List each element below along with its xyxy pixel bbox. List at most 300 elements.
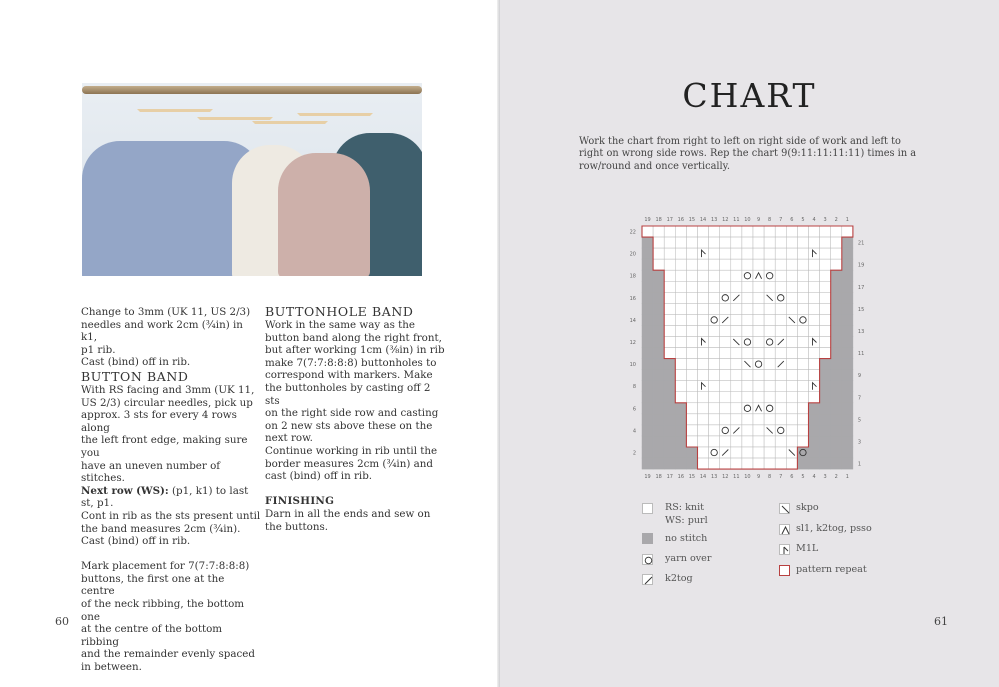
- knit-cell: [709, 359, 720, 370]
- knit-cell: [698, 425, 709, 436]
- knit-cell: [809, 281, 820, 292]
- text-line: have an uneven number of stitches.: [81, 459, 221, 485]
- text-line: correspond with markers. Make: [265, 369, 433, 382]
- knit-cell: [709, 348, 720, 359]
- no-stitch-cell: [664, 436, 675, 447]
- knit-cell: [709, 226, 720, 237]
- no-stitch-cell: [642, 370, 653, 381]
- knit-cell: [820, 259, 831, 270]
- text-line: button band along the right front,: [265, 331, 442, 344]
- no-stitch-cell: [809, 447, 820, 458]
- knit-cell: [675, 292, 686, 303]
- no-stitch-cell: [831, 359, 842, 370]
- column-label-bottom: 14: [699, 474, 707, 481]
- knit-cell: [698, 259, 709, 270]
- knit-cell: [698, 447, 709, 458]
- column-label-top: 15: [688, 217, 696, 223]
- row-label-left: 16: [629, 295, 636, 302]
- knit-cell: [709, 436, 720, 447]
- no-stitch-swatch: [642, 533, 653, 544]
- knit-cell: [764, 403, 775, 414]
- no-stitch-cell: [642, 348, 653, 359]
- no-stitch-cell: [653, 337, 664, 348]
- knit-cell: [675, 337, 686, 348]
- no-stitch-cell: [831, 403, 842, 414]
- knit-cell: [653, 226, 664, 237]
- no-stitch-cell: [653, 325, 664, 336]
- knit-cell: [786, 325, 797, 336]
- row-label-right: 17: [857, 284, 865, 291]
- knit-cell: [731, 403, 742, 414]
- no-stitch-cell: [653, 370, 664, 381]
- knit-cell: [686, 403, 697, 414]
- knit-cell: [797, 237, 808, 248]
- column-label-top: 7: [779, 217, 783, 223]
- no-stitch-cell: [842, 370, 853, 381]
- column-label-bottom: 15: [688, 474, 696, 481]
- no-stitch-cell: [809, 403, 820, 414]
- knit-cell: [786, 226, 797, 237]
- knit-cell: [753, 436, 764, 447]
- no-stitch-cell: [831, 414, 842, 425]
- knit-cell: [775, 414, 786, 425]
- no-stitch-cell: [664, 392, 675, 403]
- no-stitch-cell: [653, 281, 664, 292]
- knit-cell: [820, 337, 831, 348]
- no-stitch-cell: [664, 359, 675, 370]
- no-stitch-cell: [831, 447, 842, 458]
- column-label-top: 2: [834, 217, 838, 223]
- knit-cell: [753, 381, 764, 392]
- text-line: Continue working in rib until the: [265, 444, 438, 457]
- no-stitch-cell: [642, 270, 653, 281]
- knit-cell: [775, 248, 786, 259]
- knit-cell: [786, 403, 797, 414]
- knit-cell: [797, 325, 808, 336]
- knit-cell: [664, 337, 675, 348]
- knit-cell: [686, 348, 697, 359]
- no-stitch-cell: [653, 425, 664, 436]
- no-stitch-cell: [653, 270, 664, 281]
- knit-cell: [686, 314, 697, 325]
- knit-cell: [742, 458, 753, 469]
- yarn-over-swatch: [642, 554, 653, 565]
- knit-cell: [742, 425, 753, 436]
- knit-cell: [775, 303, 786, 314]
- page-number-left: 60: [55, 615, 69, 628]
- knit-cell: [698, 314, 709, 325]
- column-label-top: 10: [744, 217, 751, 223]
- text-line: buttons, the first one at the centre: [81, 572, 225, 598]
- row-label-right: 9: [857, 373, 862, 380]
- knit-cell: [698, 303, 709, 314]
- no-stitch-cell: [831, 314, 842, 325]
- knit-cell: [664, 292, 675, 303]
- no-stitch-cell: [831, 392, 842, 403]
- no-stitch-cell: [642, 414, 653, 425]
- knit-cell: [786, 237, 797, 248]
- knit-cell: [720, 337, 731, 348]
- knit-cell: [775, 392, 786, 403]
- column-label-top: 12: [722, 217, 729, 223]
- column-label-bottom: 2: [834, 474, 838, 481]
- knit-cell: [742, 314, 753, 325]
- no-stitch-cell: [809, 414, 820, 425]
- no-stitch-cell: [842, 359, 853, 370]
- no-stitch-cell: [675, 458, 686, 469]
- knit-cell: [731, 458, 742, 469]
- knit-cell: [820, 226, 831, 237]
- no-stitch-cell: [820, 381, 831, 392]
- knit-cell: [698, 281, 709, 292]
- no-stitch-cell: [831, 303, 842, 314]
- knit-cell: [786, 458, 797, 469]
- column-label-bottom: 8: [768, 474, 772, 481]
- knit-cell: [742, 248, 753, 259]
- legend-k2tog: k2tog: [665, 573, 693, 584]
- buttonhole-band-heading: BUTTONHOLE BAND: [265, 304, 414, 319]
- knit-cell: [797, 226, 808, 237]
- knit-cell: [675, 281, 686, 292]
- column-label-bottom: 4: [812, 474, 816, 481]
- text-line: With RS facing and 3mm (UK 11,: [81, 383, 255, 396]
- knit-cell: [797, 303, 808, 314]
- legend-knit: RS: knit: [665, 502, 704, 513]
- no-stitch-cell: [842, 425, 853, 436]
- column-label-top: 16: [677, 217, 685, 223]
- knit-cell: [775, 226, 786, 237]
- knit-cell: [686, 414, 697, 425]
- knit-cell: [775, 270, 786, 281]
- knit-cell: [686, 425, 697, 436]
- knit-cell: [675, 392, 686, 403]
- knit-cell: [720, 359, 731, 370]
- column-label-bottom: 3: [823, 474, 827, 481]
- knit-cell: [731, 270, 742, 281]
- knit-cell: [764, 281, 775, 292]
- knit-cell: [731, 325, 742, 336]
- no-stitch-cell: [642, 237, 653, 248]
- column-label-top: 14: [699, 217, 707, 223]
- knit-cell: [686, 259, 697, 270]
- text-line: Cont in rib as the sts present until: [81, 509, 261, 522]
- knit-cell: [786, 248, 797, 259]
- knit-cell: [686, 337, 697, 348]
- knit-cell: [642, 226, 653, 237]
- next-row-label: Next row (WS):: [81, 484, 169, 497]
- no-stitch-cell: [831, 436, 842, 447]
- no-stitch-cell: [664, 447, 675, 458]
- knit-cell: [731, 281, 742, 292]
- row-label-left: 22: [629, 229, 636, 236]
- knit-cell: [686, 436, 697, 447]
- no-stitch-cell: [831, 425, 842, 436]
- knit-cell: [831, 226, 842, 237]
- text-line: the band measures 2cm (¾in).: [81, 522, 241, 535]
- legend-skpo: skpo: [796, 502, 819, 513]
- column-label-bottom: 17: [666, 474, 673, 481]
- knit-cell: [742, 348, 753, 359]
- text-line: Change to 3mm (UK 11, US 2/3): [81, 306, 251, 318]
- knit-cell: [764, 237, 775, 248]
- row-label-left: 20: [629, 251, 636, 258]
- column-label-bottom: 7: [779, 474, 783, 481]
- knit-cell: [698, 414, 709, 425]
- knit-cell: [720, 281, 731, 292]
- knit-cell: [664, 314, 675, 325]
- text-line: st, p1.: [81, 497, 114, 510]
- knit-cell: [753, 248, 764, 259]
- knit-cell: [809, 237, 820, 248]
- knit-cell: [786, 281, 797, 292]
- no-stitch-cell: [842, 348, 853, 359]
- knit-cell: [764, 392, 775, 403]
- knit-cell: [675, 303, 686, 314]
- text-line: border measures 2cm (¾in) and: [265, 457, 434, 470]
- knit-cell: [831, 237, 842, 248]
- no-stitch-cell: [820, 414, 831, 425]
- knit-cell: [686, 292, 697, 303]
- no-stitch-cell: [831, 325, 842, 336]
- next-row-line: [81, 485, 261, 498]
- no-stitch-cell: [664, 425, 675, 436]
- no-stitch-cell: [653, 458, 664, 469]
- knit-cell: [797, 248, 808, 259]
- knit-cell: [786, 436, 797, 447]
- sl1k2tog-swatch: [779, 524, 790, 535]
- knit-cell: [731, 303, 742, 314]
- knit-cell: [742, 292, 753, 303]
- no-stitch-cell: [842, 270, 853, 281]
- text-line: Mark placement for 7(7:7:8:8:8): [81, 560, 250, 573]
- knit-cell: [797, 259, 808, 270]
- no-stitch-cell: [675, 436, 686, 447]
- legend-m1l: M1L: [796, 543, 819, 554]
- knit-cell: [720, 403, 731, 414]
- knit-cell: [775, 237, 786, 248]
- knit-cell: [720, 248, 731, 259]
- no-stitch-cell: [642, 292, 653, 303]
- knit-cell: [686, 325, 697, 336]
- row-label-right: 21: [857, 240, 865, 247]
- column-label-bottom: 11: [733, 474, 740, 481]
- no-stitch-cell: [842, 447, 853, 458]
- row-label-left: 6: [632, 406, 636, 413]
- knit-cell: [720, 370, 731, 381]
- knit-cell: [753, 458, 764, 469]
- row-label-right: 19: [857, 262, 865, 269]
- knit-cell: [720, 259, 731, 270]
- no-stitch-cell: [642, 314, 653, 325]
- knit-cell: [698, 270, 709, 281]
- column-label-top: 1: [845, 217, 849, 223]
- no-stitch-cell: [642, 392, 653, 403]
- column-label-bottom: 13: [710, 474, 718, 481]
- column-label-top: 4: [812, 217, 816, 223]
- knit-cell: [786, 292, 797, 303]
- knit-cell: [731, 414, 742, 425]
- knit-cell: [686, 303, 697, 314]
- no-stitch-cell: [642, 403, 653, 414]
- no-stitch-cell: [642, 248, 653, 259]
- knit-cell: [675, 270, 686, 281]
- knit-cell: [809, 337, 820, 348]
- knit-cell: [797, 337, 808, 348]
- knit-cell: [720, 458, 731, 469]
- knit-cell: [709, 303, 720, 314]
- row-label-right: 3: [857, 439, 862, 446]
- no-stitch-cell: [797, 447, 808, 458]
- no-stitch-cell: [653, 314, 664, 325]
- row-label-right: 5: [857, 417, 862, 424]
- knit-cell: [731, 359, 742, 370]
- knit-cell: [797, 314, 808, 325]
- knit-cell: [775, 370, 786, 381]
- knit-cell: [720, 325, 731, 336]
- knit-cell: [764, 348, 775, 359]
- knit-cell: [786, 425, 797, 436]
- no-stitch-cell: [664, 381, 675, 392]
- knit-cell: [775, 259, 786, 270]
- column-label-bottom: 9: [756, 474, 761, 481]
- knit-cell: [809, 381, 820, 392]
- wooden-rail: [82, 86, 422, 94]
- knit-cell: [653, 237, 664, 248]
- knit-cell: [720, 381, 731, 392]
- knit-cell: [753, 425, 764, 436]
- knit-cell: [731, 314, 742, 325]
- knit-cell: [797, 292, 808, 303]
- hanger-4: [297, 113, 373, 136]
- no-stitch-cell: [842, 314, 853, 325]
- no-stitch-cell: [831, 270, 842, 281]
- text-line: approx. 3 sts for every 4 rows along: [81, 409, 237, 434]
- knit-cell: [698, 392, 709, 403]
- text-line: make 7(7:7:8:8:8) buttonholes to: [265, 356, 437, 369]
- knit-cell: [709, 270, 720, 281]
- no-stitch-cell: [642, 425, 653, 436]
- knit-cell: [742, 370, 753, 381]
- knit-cell: [675, 325, 686, 336]
- knit-cell: [742, 337, 753, 348]
- knit-cell: [764, 259, 775, 270]
- knit-cell: [698, 370, 709, 381]
- no-stitch-cell: [653, 414, 664, 425]
- no-stitch-cell: [842, 325, 853, 336]
- knit-cell: [786, 303, 797, 314]
- text-line: next row.: [265, 432, 313, 445]
- knit-cell: [775, 348, 786, 359]
- knit-cell: [809, 392, 820, 403]
- column-label-top: 6: [790, 217, 794, 223]
- text-line: Cast (bind) off in rib.: [81, 535, 191, 548]
- text-line: cast (bind) off in rib.: [265, 470, 373, 483]
- text-line: Work in the same way as the: [265, 319, 416, 331]
- knit-cell: [786, 359, 797, 370]
- knit-cell: [709, 414, 720, 425]
- text-line: at the centre of the bottom ribbing: [81, 623, 223, 648]
- no-stitch-cell: [820, 425, 831, 436]
- column-label-top: 8: [768, 217, 772, 223]
- knit-cell: [786, 270, 797, 281]
- no-stitch-cell: [653, 436, 664, 447]
- text-line: US 2/3) circular needles, pick up: [81, 396, 253, 409]
- right-page: [500, 0, 999, 687]
- text-line: but after working 1cm (⅜in) in rib: [265, 344, 445, 357]
- knit-cell: [797, 425, 808, 436]
- text-line: and the remainder evenly spaced: [81, 648, 255, 661]
- knit-cell: [731, 348, 742, 359]
- no-stitch-cell: [642, 359, 653, 370]
- knit-cell: [675, 359, 686, 370]
- knit-cell: [820, 237, 831, 248]
- knit-cell: [753, 259, 764, 270]
- page-number-right: 61: [934, 615, 948, 628]
- no-stitch-cell: [642, 325, 653, 336]
- knit-cell: [786, 337, 797, 348]
- row-label-left: 18: [629, 273, 636, 280]
- no-stitch-cell: [831, 281, 842, 292]
- knit-cell: [698, 381, 709, 392]
- no-stitch-cell: [797, 458, 808, 469]
- knit-cell: [664, 303, 675, 314]
- no-stitch-cell: [831, 381, 842, 392]
- no-stitch-cell: [642, 458, 653, 469]
- knit-cell: [809, 303, 820, 314]
- knit-cell: [820, 270, 831, 281]
- no-stitch-cell: [653, 392, 664, 403]
- knit-cell: [753, 447, 764, 458]
- knit-cell: [797, 392, 808, 403]
- knit-cell: [753, 292, 764, 303]
- knit-cell: [797, 403, 808, 414]
- no-stitch-cell: [820, 392, 831, 403]
- knit-cell: [698, 226, 709, 237]
- knit-cell: [709, 381, 720, 392]
- knit-cell: [820, 281, 831, 292]
- sweaters-photo: [82, 83, 422, 276]
- knit-cell: [831, 259, 842, 270]
- knit-cell: [664, 259, 675, 270]
- no-stitch-cell: [653, 381, 664, 392]
- knit-cell: [753, 325, 764, 336]
- row-label-right: 11: [857, 351, 865, 358]
- knit-cell: [797, 414, 808, 425]
- knit-cell: [809, 348, 820, 359]
- no-stitch-cell: [642, 259, 653, 270]
- knit-cell: [809, 370, 820, 381]
- no-stitch-cell: [642, 281, 653, 292]
- knit-cell: [775, 314, 786, 325]
- m1l-swatch: [779, 544, 790, 555]
- column-label-top: 11: [733, 217, 740, 223]
- knit-cell: [742, 226, 753, 237]
- knit-cell: [686, 237, 697, 248]
- knit-cell: [731, 436, 742, 447]
- knit-cell: [786, 392, 797, 403]
- text-line: the left front edge, making sure you: [81, 434, 248, 459]
- knit-cell: [742, 381, 753, 392]
- knit-cell: [809, 259, 820, 270]
- knit-cell: [698, 292, 709, 303]
- column-label-top: 18: [655, 217, 662, 223]
- column-1: [81, 306, 261, 674]
- knit-cell: [720, 436, 731, 447]
- knit-swatch: [642, 503, 653, 514]
- knit-cell: [720, 414, 731, 425]
- knit-cell: [709, 370, 720, 381]
- knit-cell: [742, 325, 753, 336]
